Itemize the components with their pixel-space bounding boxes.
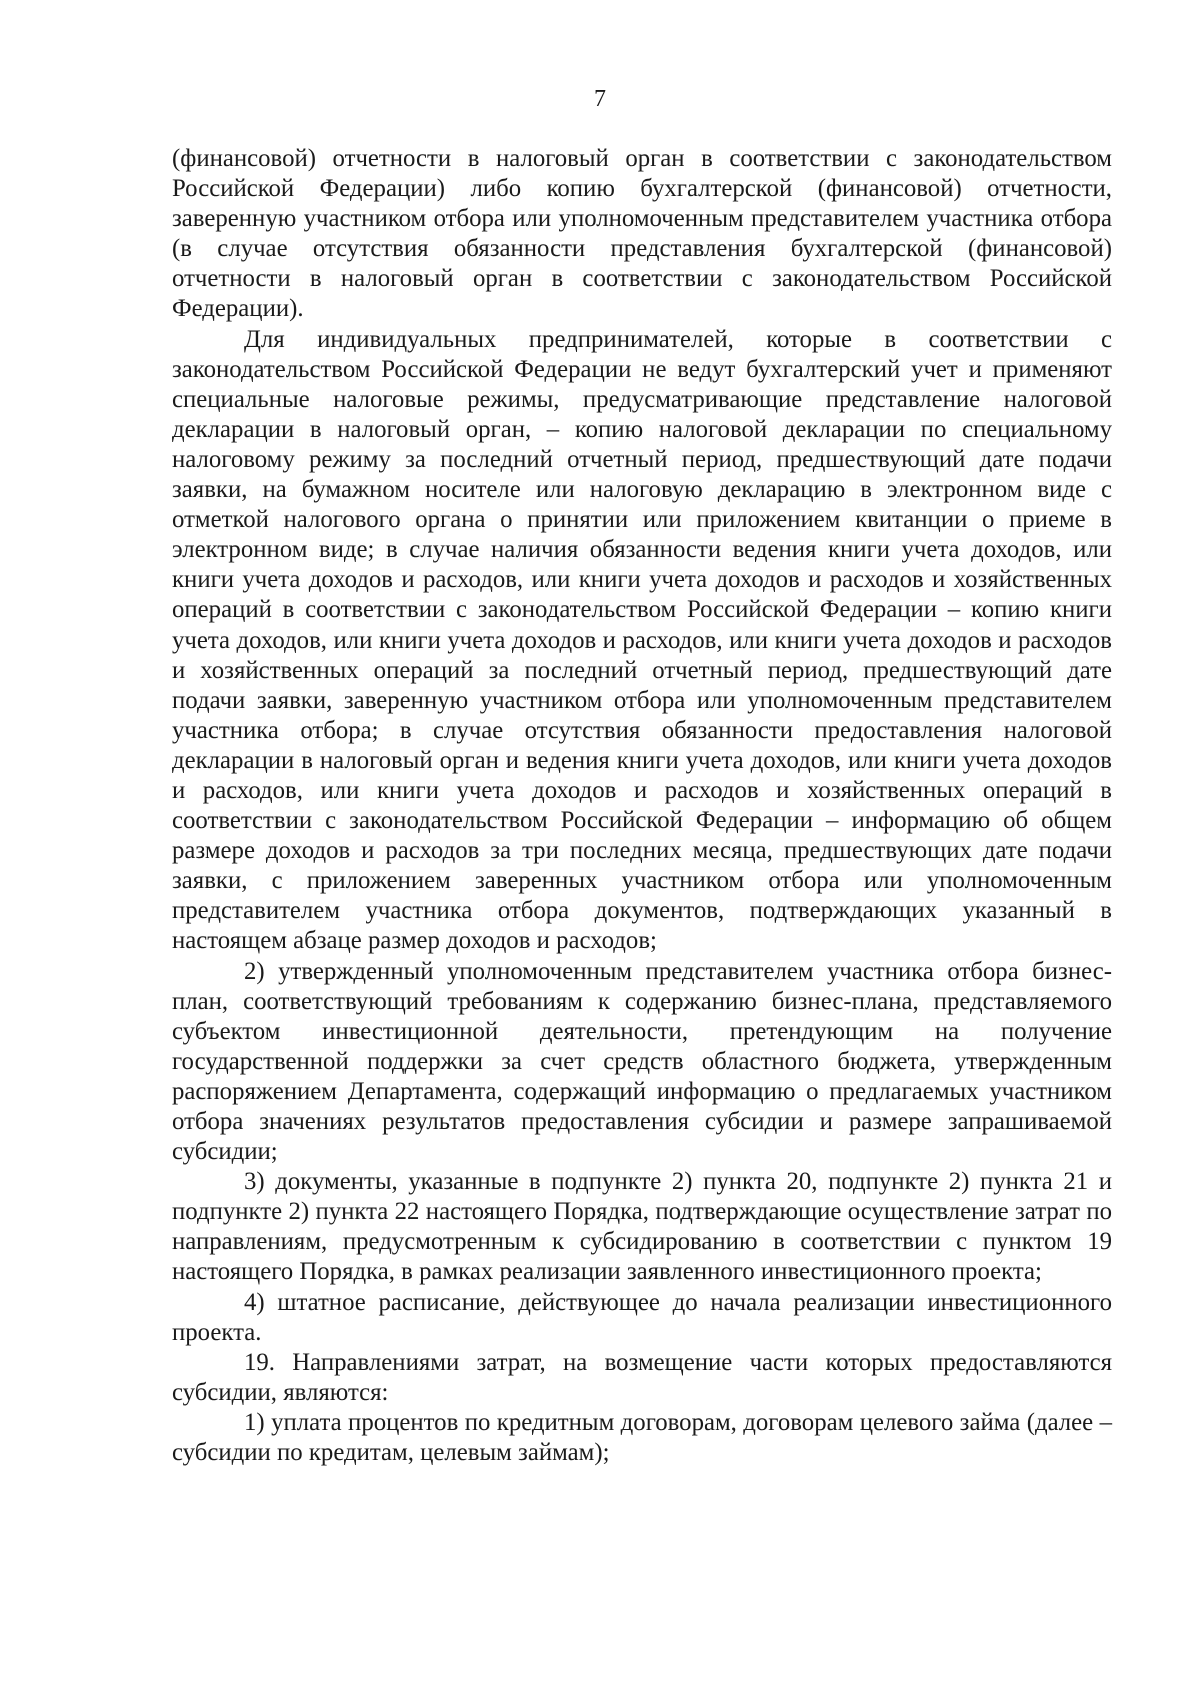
paragraph-item-4-staff-schedule: 4) штатное расписание, действующее до начала реализации инвестиционного проекта.: [172, 1288, 1112, 1346]
page-number: 7: [594, 86, 606, 112]
paragraph-clause-19: 19. Направлениями затрат, на возмещение части которых предоставляются субсидии, являются:: [172, 1348, 1112, 1406]
paragraph-continuation-financial-reporting: (финансовой) отчетности в налоговый орган в соответствии с законодательством Российской Федерации) либо копию бухгалтерской (финансовой) отчетности, заверенную участником отбора или уполномоченным представителем участника отбора (в случае отсутствия обязанности представления бухгалтерской (финансовой) отчетности в налоговый орган в соответствии с законодательством Российской Федерации).: [172, 145, 1112, 323]
paragraph-individual-entrepreneurs: Для индивидуальных предпринимателей, которые в соответствии с законодательством Российской Федерации не ведут бухгалтерский учет и применяют специальные налоговые режимы, предусматривающие представление налоговой декларации в налоговый орган, – копию налоговой декларации по специальному налоговому режиму за последний отчетный период, предшествующий дате подачи заявки, на бумажном носителе или налоговую декларацию в электронном виде с отметкой налогового органа о принятии или приложением квитанции о приеме в электронном виде; в случае наличия обязанности ведения книги учета доходов, или книги учета доходов и расходов, или книги учета доходов и расходов и хозяйственных операций в соответствии с законодательством Российской Федерации – копию книги учета доходов, или книги учета доходов и расходов, или книги учета доходов и расходов и хозяйственных операций за последний отчетный период, предшествующий дате подачи заявки, заверенную участником отбора или уполномоченным представителем участника отбора; в случае отсутствия обязанности предоставления налоговой декларации в налоговый орган и ведения книги учета доходов, или книги учета доходов и расходов, или книги учета доходов и расходов и хозяйственных операций в соответствии с законодательством Российской Федерации – информацию об общем размере доходов и расходов за три последних месяца, предшествующих дате подачи заявки, с приложением заверенных участником отбора или уполномоченным представителем участника отбора документов, подтверждающих указанный в настоящем абзаце размер доходов и расходов;: [172, 325, 1112, 955]
paragraph-item-2-business-plan: 2) утвержденный уполномоченным представителем участника отбора бизнес-план, соответствующий требованиям к содержанию бизнес-плана, представляемого субъектом инвестиционной деятельности, претендующим на получение государственной поддержки за счет средств областного бюджета, утвержденным распоряжением Департамента, содержащий информацию о предлагаемых участником отбора значениях результатов предоставления субсидии и размере запрашиваемой субсидии;: [172, 957, 1112, 1166]
paragraph-item-3-documents: 3) документы, указанные в подпункте 2) пункта 20, подпункте 2) пункта 21 и подпункте 2) пункта 22 настоящего Порядка, подтверждающие осуществление затрат по направлениям, предусмотренным к субсидированию в соответствии с пунктом 19 настоящего Порядка, в рамках реализации заявленного инвестиционного проекта;: [172, 1168, 1112, 1286]
paragraph-clause-19-item-1: 1) уплата процентов по кредитным договорам, договорам целевого займа (далее – субсидии по кредитам, целевым займам);: [172, 1408, 1112, 1467]
document-body: [172, 144, 1112, 1468]
